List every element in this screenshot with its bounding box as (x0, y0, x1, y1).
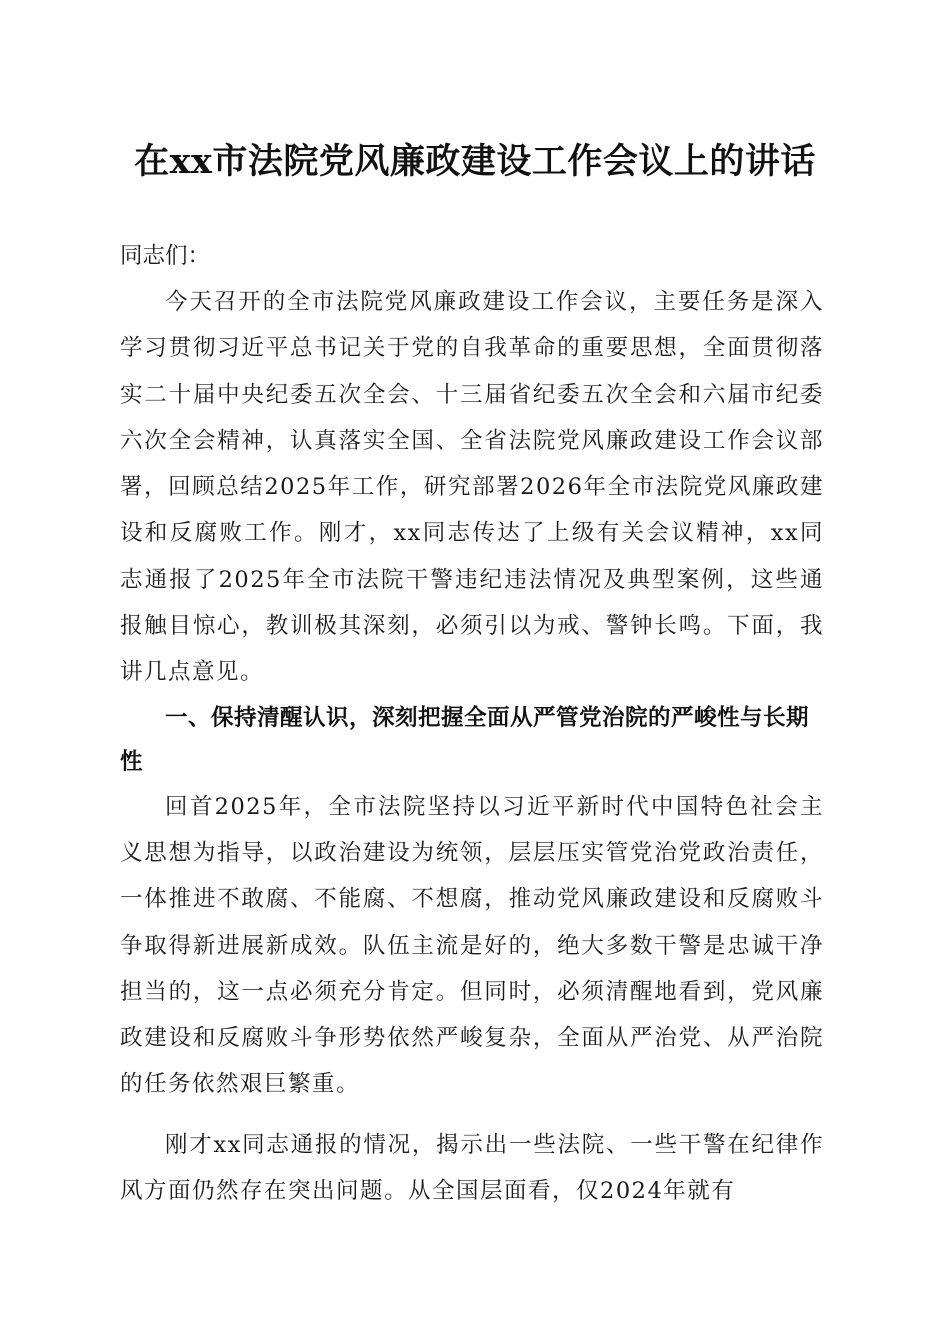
paragraph-intro: 今天召开的全市法院党风廉政建设工作会议，主要任务是深入学习贯彻习近平总书记关于党的自我革命的重要思想，全面贯彻落实二十届中央纪委五次全会、十三届省纪委五次全会和六届市纪委六次全会精神，认真落实全国、全省法院党风廉政建设工作会议部署，回顾总结2025年工作，研究部署2026年全市法院党风廉政建设和反腐败工作。刚才，xx同志传达了上级有关会议精神，xx同志通报了2025年全市法院干警违纪违法情况及典型案例，这些通报触目惊心，教训极其深刻，必须引以为戒、警钟长鸣。下面，我讲几点意见。 (120, 289, 824, 686)
document-title: 在xx市法院党风廉政建设工作会议上的讲话 (134, 141, 816, 182)
paragraph-review: 回首2025年，全市法院坚持以习近平新时代中国特色社会主义思想为指导，以政治建设为统领，层层压实管党治党政治责任，一体推进不敢腐、不能腐、不想腐，推动党风廉政建设和反腐败斗争取得新进展新成效。队伍主流是好的，绝大多数干警是忠诚干净担当的，这一点必须充分肯定。但同时，必须清醒地看到，党风廉政建设和反腐败斗争形势依然严峻复杂，全面从严治党、从严治院的任务依然艰巨繁重。 (120, 793, 824, 1098)
greeting: 同志们： (120, 243, 211, 269)
paragraph-issues: 刚才xx同志通报的情况，揭示出一些法院、一些干警在纪律作风方面仍然存在突出问题。从全国层面看，仅2024年就有 (120, 1131, 824, 1205)
paragraph-gap (120, 1108, 824, 1122)
document-body (120, 233, 824, 1214)
section-heading: 一、保持清醒认识，深刻把握全面从严管党治院的严峻性与长期性 (120, 704, 810, 775)
